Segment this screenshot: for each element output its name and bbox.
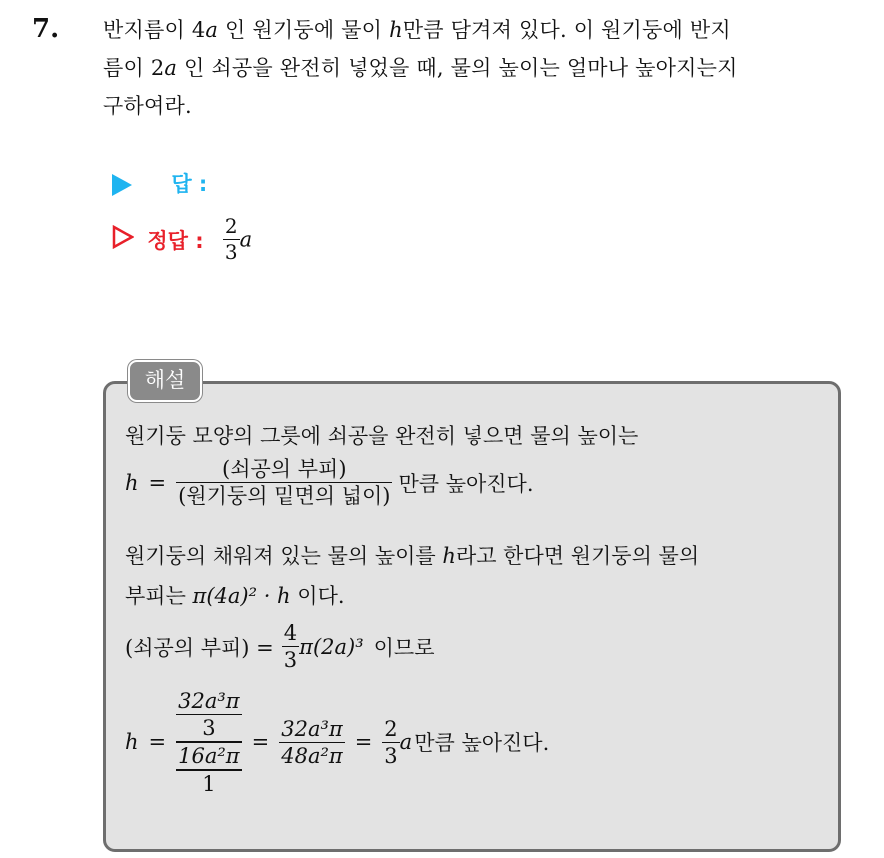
q-text: 름이 2 <box>103 56 165 80</box>
var-h: h <box>125 470 139 495</box>
frac-numerator: 2 <box>224 214 238 238</box>
compound-fraction <box>176 690 241 795</box>
solution-line-3 <box>125 540 699 570</box>
q-text: 인 원기둥에 물이 <box>225 18 383 42</box>
outline-triangle-icon <box>112 225 134 254</box>
equals: = <box>251 730 270 755</box>
equals: = <box>148 730 167 755</box>
question-line-3: 구하여라. <box>103 94 192 118</box>
result-fraction <box>382 718 399 767</box>
frac-bar <box>282 646 299 647</box>
q-text: 반지름이 4 <box>103 18 206 42</box>
volume-expression: π(4a)² · h <box>192 584 291 608</box>
answer-row <box>112 168 207 198</box>
solution-line-2 <box>125 458 534 507</box>
sol-text: 이므로 <box>373 635 435 660</box>
compound-bottom <box>176 745 241 794</box>
var-h: h <box>125 730 139 755</box>
correct-answer-fraction <box>223 216 240 263</box>
four-thirds-fraction <box>282 622 299 671</box>
equals: = <box>148 470 167 495</box>
frac-bar <box>382 742 399 743</box>
q-var-a: a <box>164 56 178 80</box>
solution-tag: 해설 <box>128 360 202 402</box>
var-h: h <box>442 544 456 568</box>
q-var-a: a <box>205 18 219 42</box>
frac-bar <box>176 714 241 715</box>
frac-numerator: 16a²π <box>178 744 240 769</box>
solution-line-1: 원기둥 모양의 그릇에 쇠공을 완전히 넣으면 물의 높이는 <box>125 424 639 448</box>
compound-top <box>176 690 241 739</box>
sol-text: 원기둥의 채워져 있는 물의 높이를 <box>125 544 436 568</box>
question-line-2 <box>103 52 738 82</box>
sol-text: 이다. <box>297 584 345 608</box>
solution-line-4 <box>125 580 345 610</box>
main-frac-bar <box>176 741 241 743</box>
volume-fraction <box>176 458 392 507</box>
question-line-1 <box>103 14 731 44</box>
q-var-h: h <box>389 18 403 42</box>
correct-answer-label: 정답 : <box>147 228 204 253</box>
frac-numerator: 4 <box>283 621 298 645</box>
frac-numerator: 2 <box>384 716 398 741</box>
q-text: 만큼 담겨져 있다. 이 원기둥에 반지 <box>402 18 731 42</box>
solution-line-5 <box>125 622 435 671</box>
frac-numerator: (쇠공의 부피) <box>222 457 347 481</box>
frac-bar <box>279 742 344 743</box>
sol-text: 만큼 높아진다. <box>398 471 534 496</box>
frac-bar <box>176 769 241 770</box>
sol-text: 라고 한다면 원기둥의 물의 <box>455 544 700 568</box>
solution-line-6 <box>125 690 549 795</box>
blue-triangle-icon <box>112 174 132 196</box>
frac-denominator: 3 <box>384 743 398 768</box>
correct-answer-var: a <box>239 227 253 252</box>
sol-text: (쇠공의 부피) = <box>125 635 274 660</box>
frac-denominator: 48a²π <box>281 743 343 768</box>
frac-denominator: 3 <box>202 716 216 741</box>
sol-text: 부피는 <box>125 584 186 608</box>
frac-denominator: 3 <box>283 648 298 673</box>
frac-numerator: 32a³π <box>281 716 343 741</box>
question-number: 7. <box>32 14 60 44</box>
frac-denominator: 1 <box>202 771 216 796</box>
answer-label: 답 : <box>171 172 208 196</box>
frac-denominator: 3 <box>224 240 238 265</box>
q-text: 인 쇠공을 완전히 넣었을 때, 물의 높이는 얼마나 높아지는지 <box>184 56 738 80</box>
sphere-expression: π(2a)³ <box>299 634 364 659</box>
simplified-fraction <box>279 718 344 767</box>
frac-denominator: (원기둥의 밑면의 넓이) <box>178 484 391 509</box>
equals: = <box>354 730 373 755</box>
frac-numerator: 32a³π <box>178 689 240 713</box>
result-var: a <box>399 730 413 755</box>
sol-text: 만큼 높아진다. <box>414 731 550 756</box>
correct-answer-row <box>112 216 252 263</box>
frac-bar <box>176 482 392 483</box>
